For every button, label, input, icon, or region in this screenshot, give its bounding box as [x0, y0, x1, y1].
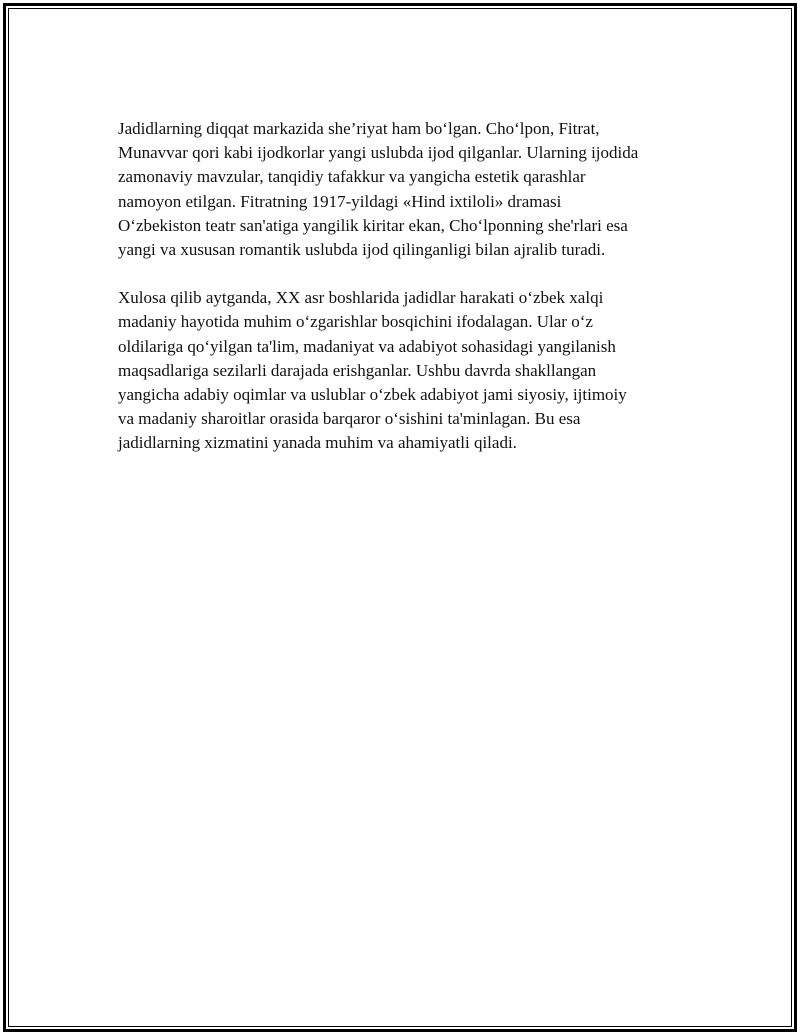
text-line: maqsadlariga sezilarli darajada erishganlar. Ushbu davrda shakllangan	[118, 360, 597, 380]
paragraph-jadid-poetry	[118, 117, 708, 262]
text-line: oldilariga qo‘yilgan ta'lim, madaniyat va adabiyot sohasidagi yangilanish	[118, 336, 616, 356]
text-line: Xulosa qilib aytganda, XX asr boshlarida jadidlar harakati o‘zbek xalqi	[118, 288, 604, 308]
document-body	[118, 117, 708, 456]
text-line: yangicha adabiy oqimlar va uslublar o‘zbek adabiyot jami siyosiy, ijtimoiy	[118, 385, 627, 405]
text-line: Jadidlarning diqqat markazida she’riyat ham bo‘lgan. Cho‘lpon, Fitrat,	[118, 119, 600, 138]
text-line: va madaniy sharoitlar orasida barqaror o‘sishini ta'minlagan. Bu esa	[118, 409, 581, 429]
text-line: Munavvar qori kabi ijodkorlar yangi uslubda ijod qilganlar. Ularning ijodida	[118, 143, 639, 163]
paragraph-conclusion	[118, 286, 708, 455]
text-line: zamonaviy mavzular, tanqidiy tafakkur va yangicha estetik qarashlar	[118, 167, 586, 187]
text-line: madaniy hayotida muhim o‘zgarishlar bosqichini ifodalagan. Ular o‘z	[118, 312, 593, 332]
text-line: jadidlarning xizmatini yanada muhim va ahamiyatli qiladi.	[118, 433, 517, 453]
text-line: namoyon etilgan. Fitratning 1917-yildagi «Hind ixtiloli» dramasi	[118, 191, 562, 211]
text-line: O‘zbekiston teatr san'atiga yangilik kiritar ekan, Cho‘lponning she'rlari esa	[118, 215, 628, 235]
text-line: yangi va xususan romantik uslubda ijod qilinganligi bilan ajralib turadi.	[118, 240, 606, 260]
